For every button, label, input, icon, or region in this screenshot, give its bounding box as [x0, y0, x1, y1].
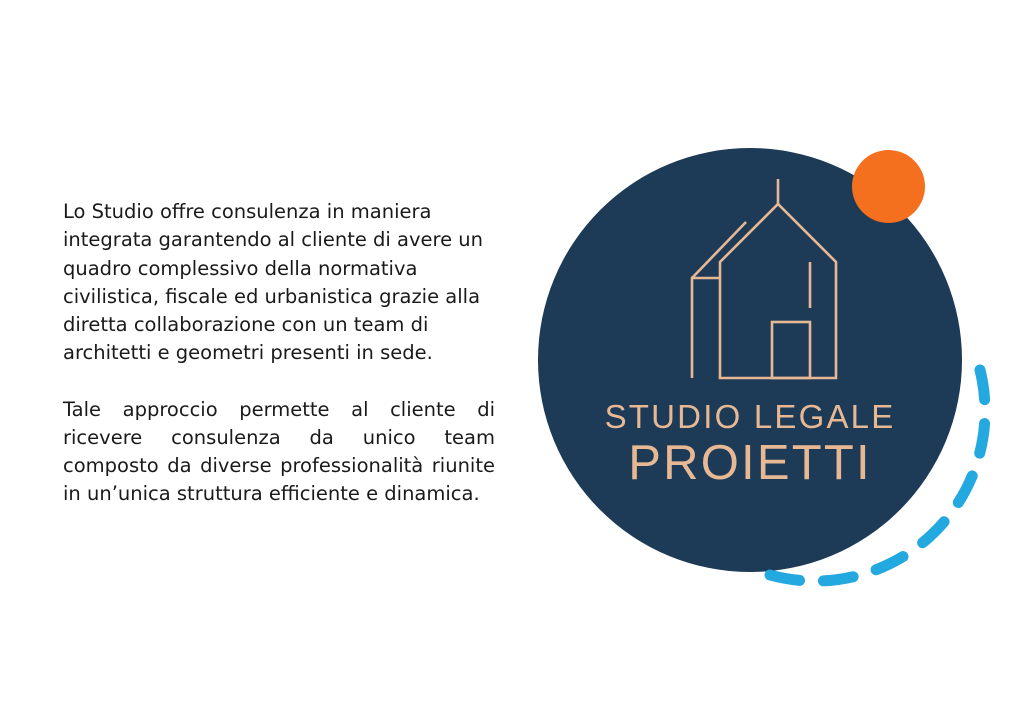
house-outline-icon	[660, 170, 860, 410]
orange-dot-accent	[852, 150, 925, 223]
logo-line-studio-legale: STUDIO LEGALE	[604, 398, 896, 435]
body-text-column	[63, 198, 495, 509]
logo-wordmark	[538, 400, 962, 491]
paragraph-2: Tale approccio permette al cliente di ricevere consulenza da unico team composto da diverse professionalità riunite in un’unica struttura efficiente e dinamica.	[63, 397, 495, 506]
logo-line-proietti: PROIETTI	[628, 435, 872, 490]
paragraph-1: Lo Studio offre consulenza in maniera integrata garantendo al cliente di avere un quadro complessivo della normativa civilistica, fiscale ed urbanistica grazie alla diretta collaborazione con un team di architetti e geometri presenti in sede.	[63, 200, 484, 365]
logo-badge	[520, 130, 990, 610]
